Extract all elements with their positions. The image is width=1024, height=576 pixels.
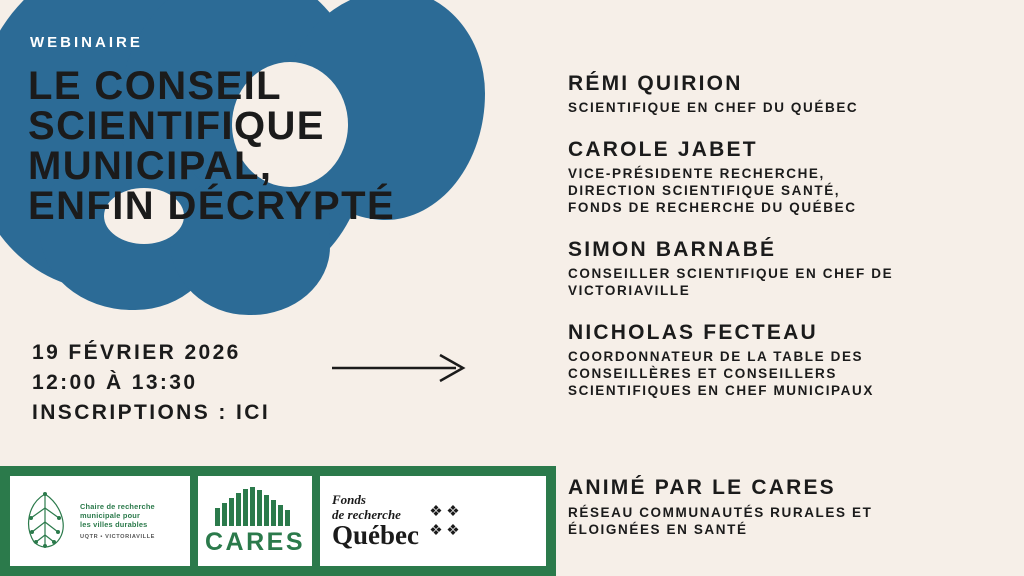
event-details (32, 338, 270, 428)
speaker-role-line: SCIENTIFIQUES EN CHEF MUNICIPAUX (568, 383, 874, 398)
cares-skyline-icon (213, 486, 297, 526)
chaire-line-1: Chaire de recherche (80, 502, 155, 511)
logo-frq (320, 476, 546, 566)
registration-link[interactable]: ICI (236, 401, 271, 424)
speaker-role-line: CONSEILLÈRES ET CONSEILLERS (568, 366, 837, 381)
speaker-role-line: CONSEILLER SCIENTIFIQUE EN CHEF DE (568, 266, 894, 281)
host-subtitle-line: RÉSEAU COMMUNAUTÉS RURALES ET (568, 505, 873, 520)
speaker-role (568, 265, 998, 299)
speaker-item (568, 238, 998, 299)
host-subtitle (568, 504, 872, 538)
frq-quebec-wordmark: Québec (332, 519, 419, 550)
speaker-name: SIMON BARNABÉ (568, 238, 777, 261)
speaker-item (568, 72, 998, 116)
frq-fonds-line-1: Fonds (332, 491, 366, 507)
speaker-role-line: VICTORIAVILLE (568, 283, 691, 298)
title-line-3: MUNICIPAL, (28, 144, 273, 188)
event-time: 12:00 À 13:30 (32, 371, 198, 394)
chaire-line-3: les villes durables (80, 520, 148, 529)
speaker-role-line: DIRECTION SCIENTIFIQUE SANTÉ, (568, 183, 841, 198)
speaker-role-line: FONDS DE RECHERCHE DU QUÉBEC (568, 200, 857, 215)
frq-fonds-line-2: de recherche (332, 506, 401, 522)
speaker-item (568, 321, 998, 399)
chaire-partners: UQTR • VICTORIAVILLE (80, 534, 155, 540)
speaker-name: NICHOLAS FECTEAU (568, 321, 818, 344)
speaker-name: CAROLE JABET (568, 138, 758, 161)
speaker-role (568, 165, 998, 216)
speaker-list (568, 72, 998, 399)
registration-label: INSCRIPTIONS : (32, 401, 237, 424)
speaker-item (568, 138, 998, 216)
title-line-4: ENFIN DÉCRYPTÉ (28, 184, 396, 228)
speaker-role-line: COORDONNATEUR DE LA TABLE DES (568, 349, 864, 364)
host-block (568, 476, 872, 538)
speaker-role-line: VICE-PRÉSIDENTE RECHERCHE, (568, 166, 825, 181)
speaker-role-line: SCIENTIFIQUE EN CHEF DU QUÉBEC (568, 100, 859, 115)
title-line-1: LE CONSEIL (28, 64, 283, 108)
event-date: 19 FÉVRIER 2026 (32, 341, 241, 364)
cares-wordmark: CARES (204, 527, 305, 556)
host-title: ANIMÉ PAR LE CARES (568, 476, 836, 499)
speaker-name: RÉMI QUIRION (568, 72, 743, 95)
page-title (28, 66, 508, 226)
fleur-de-lis-icon: ❖ ❖ ❖ ❖ (429, 502, 460, 539)
logo-cares (198, 476, 312, 566)
kicker-label: WEBINAIRE (30, 34, 143, 51)
host-subtitle-line: ÉLOIGNÉES EN SANTÉ (568, 522, 748, 537)
chaire-line-2: municipale pour (80, 511, 141, 520)
leaf-icon (18, 490, 72, 552)
speaker-role (568, 99, 998, 116)
logo-chaire-recherche (10, 476, 190, 566)
registration-line (32, 398, 270, 428)
arrow-right-icon (330, 352, 470, 384)
title-line-2: SCIENTIFIQUE (28, 104, 325, 148)
speaker-role (568, 348, 998, 399)
